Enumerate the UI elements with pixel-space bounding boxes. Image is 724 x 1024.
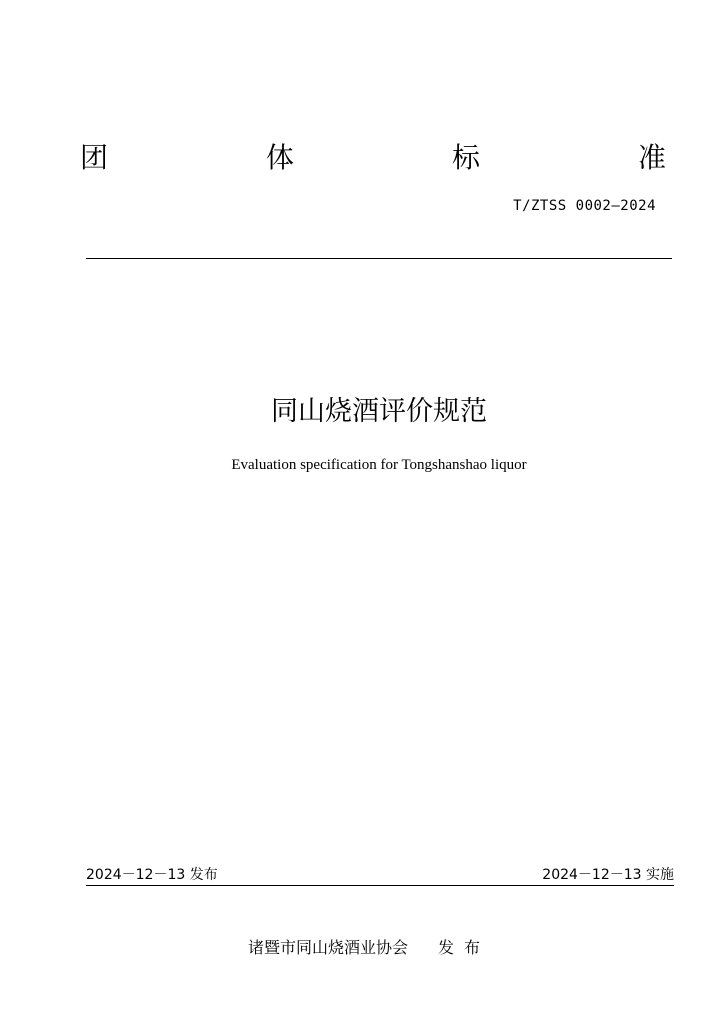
heading-char-1: 团 bbox=[80, 141, 109, 174]
standard-number: T/ZTSS 0002—2024 bbox=[513, 198, 656, 214]
heading-char-2: 体 bbox=[265, 141, 294, 174]
publisher-action: 发布 bbox=[438, 938, 491, 957]
publisher-line bbox=[248, 935, 490, 958]
document-title-chinese: 同山烧酒评价规范 bbox=[271, 396, 487, 427]
standard-type-heading bbox=[80, 138, 666, 178]
heading-char-4: 准 bbox=[637, 141, 666, 174]
publish-date: 2024－12－13 发布 bbox=[86, 867, 218, 883]
heading-char-3: 标 bbox=[451, 141, 480, 174]
top-divider bbox=[86, 258, 672, 259]
document-title-english: Evaluation specification for Tongshanshao liquor bbox=[231, 457, 527, 473]
bottom-divider bbox=[86, 885, 674, 886]
publisher-name: 诸暨市同山烧酒业协会 bbox=[248, 938, 409, 957]
implement-date: 2024－12－13 实施 bbox=[542, 867, 674, 883]
